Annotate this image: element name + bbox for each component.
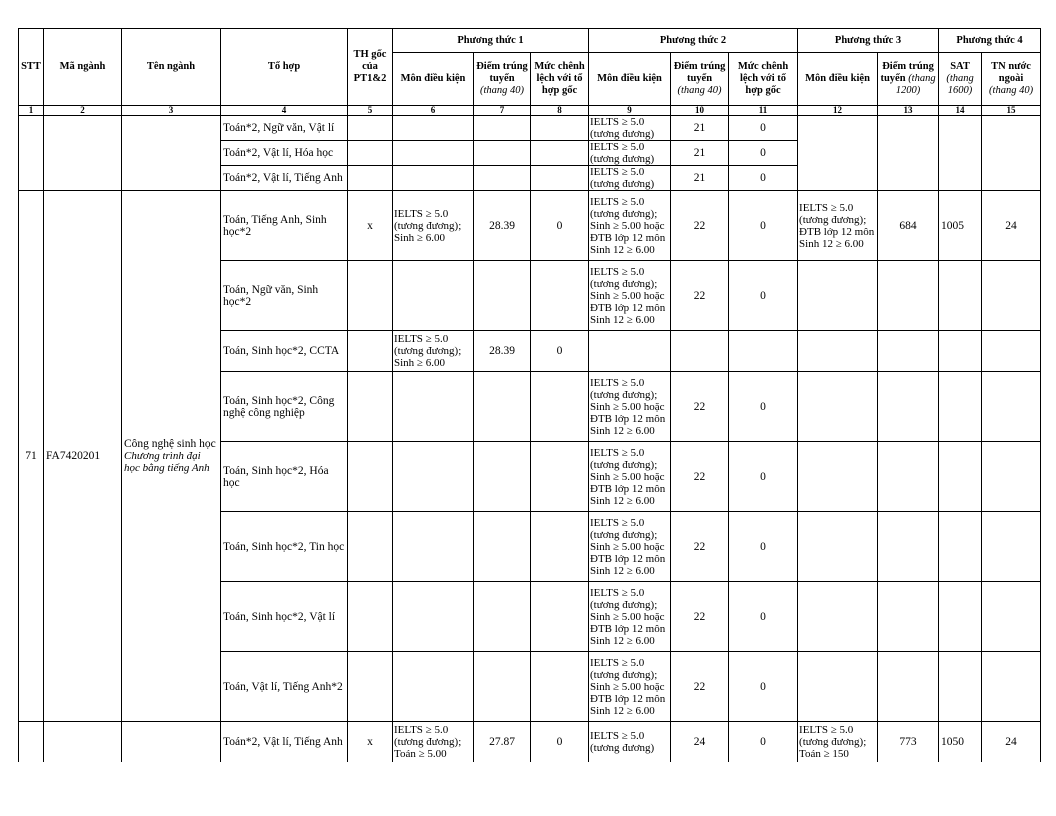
header-pt1-cond: Môn điều kiện bbox=[393, 53, 474, 106]
table-row: Toán, Sinh học*2, Công nghệ công nghiệp IELTS ≥ 5.0 (tương đương); Sinh ≥ 5.00 hoặc ĐTB lớp 12 môn Sinh 12 ≥ 6.00 22 0 bbox=[19, 372, 1041, 442]
column-number-row: 1 2 3 4 5 6 7 8 9 10 11 12 13 14 15 bbox=[19, 106, 1041, 116]
table-row: Toán*2, Vật lí, Tiếng Anh IELTS ≥ 5.0 (tương đương) 21 0 bbox=[19, 166, 1041, 191]
header-pt2-diff: Mức chênh lệch với tổ hợp gốc bbox=[729, 53, 798, 106]
table-row: Toán, Sinh học*2, Hóa học IELTS ≥ 5.0 (tương đương); Sinh ≥ 5.00 hoặc ĐTB lớp 12 môn Sinh 12 ≥ 6.00 22 0 bbox=[19, 442, 1041, 512]
header-pt3: Phương thức 3 bbox=[798, 29, 939, 53]
header-pt1-diff: Mức chênh lệch với tổ hợp gốc bbox=[531, 53, 589, 106]
header-tn: TN nước ngoài (thang 40) bbox=[982, 53, 1041, 106]
table-row: Toán*2, Vật lí, Hóa học IELTS ≥ 5.0 (tương đương) 21 0 bbox=[19, 141, 1041, 166]
table-row: 71 FA7420201 Công nghệ sinh học Chương trình đại học bằng tiếng Anh Toán, Tiếng Anh, Sinh học*2 x IELTS ≥ 5.0 (tương đương); Sinh ≥ 6.00 28.39 0 IELTS ≥ 5.0 (tương đương); Sinh ≥ 5.00 hoặc ĐTB lớp 12 môn Sinh 12 ≥ 6.00 22 0 IELTS ≥ 5.0 (tương đương); ĐTB lớp 12 môn Sinh 12 ≥ 6.00 684 1005 24 bbox=[19, 191, 1041, 261]
table-row: Toán, Ngữ văn, Sinh học*2 IELTS ≥ 5.0 (tương đương); Sinh ≥ 5.00 hoặc ĐTB lớp 12 môn Sinh 12 ≥ 6.00 22 0 bbox=[19, 261, 1041, 331]
admission-table-page bbox=[18, 28, 1040, 762]
table-row: Toán*2, Ngữ văn, Vật lí IELTS ≥ 5.0 (tương đương) 21 0 bbox=[19, 116, 1041, 141]
header-pt3-cond: Môn điều kiện bbox=[798, 53, 878, 106]
header-pt4: Phương thức 4 bbox=[939, 29, 1041, 53]
header-ten-nganh: Tên ngành bbox=[122, 29, 221, 106]
ma-nganh-cell: FA7420201 bbox=[44, 191, 122, 722]
ten-nganh-cell: Công nghệ sinh học Chương trình đại học bằng tiếng Anh bbox=[122, 191, 221, 722]
admission-score-table bbox=[18, 28, 1041, 762]
header-ma-nganh: Mã ngành bbox=[44, 29, 122, 106]
header-pt2-score: Điểm trúng tuyển (thang 40) bbox=[671, 53, 729, 106]
header-pt1: Phương thức 1 bbox=[393, 29, 589, 53]
header-pt3-score: Điểm trúng tuyển (thang 1200) bbox=[878, 53, 939, 106]
header-pt1-score: Điểm trúng tuyển (thang 40) bbox=[474, 53, 531, 106]
header-sat: SAT (thang 1600) bbox=[939, 53, 982, 106]
table-row: Toán*2, Vật lí, Tiếng Anh x IELTS ≥ 5.0 (tương đương); Toán ≥ 5.00 27.87 0 IELTS ≥ 5.0 (tương đương) 24 0 IELTS ≥ 5.0 (tương đương); Toán ≥ 150 773 1050 24 bbox=[19, 722, 1041, 763]
table-row: Toán, Vật lí, Tiếng Anh*2 IELTS ≥ 5.0 (tương đương); Sinh ≥ 5.00 hoặc ĐTB lớp 12 môn Sinh 12 ≥ 6.00 22 0 bbox=[19, 652, 1041, 722]
stt-cell: 71 bbox=[19, 191, 44, 722]
header-th-goc: TH gốc của PT1&2 bbox=[348, 29, 393, 106]
table-row: Toán, Sinh học*2, Tin học IELTS ≥ 5.0 (tương đương); Sinh ≥ 5.00 hoặc ĐTB lớp 12 môn Sinh 12 ≥ 6.00 22 0 bbox=[19, 512, 1041, 582]
header-pt2: Phương thức 2 bbox=[589, 29, 798, 53]
header-pt2-cond: Môn điều kiện bbox=[589, 53, 671, 106]
header-stt: STT bbox=[19, 29, 44, 106]
header-to-hop: Tổ hợp bbox=[221, 29, 348, 106]
table-row: Toán, Sinh học*2, Vật lí IELTS ≥ 5.0 (tương đương); Sinh ≥ 5.00 hoặc ĐTB lớp 12 môn Sinh 12 ≥ 6.00 22 0 bbox=[19, 582, 1041, 652]
table-row: Toán, Sinh học*2, CCTA IELTS ≥ 5.0 (tương đương); Sinh ≥ 6.00 28.39 0 bbox=[19, 331, 1041, 372]
